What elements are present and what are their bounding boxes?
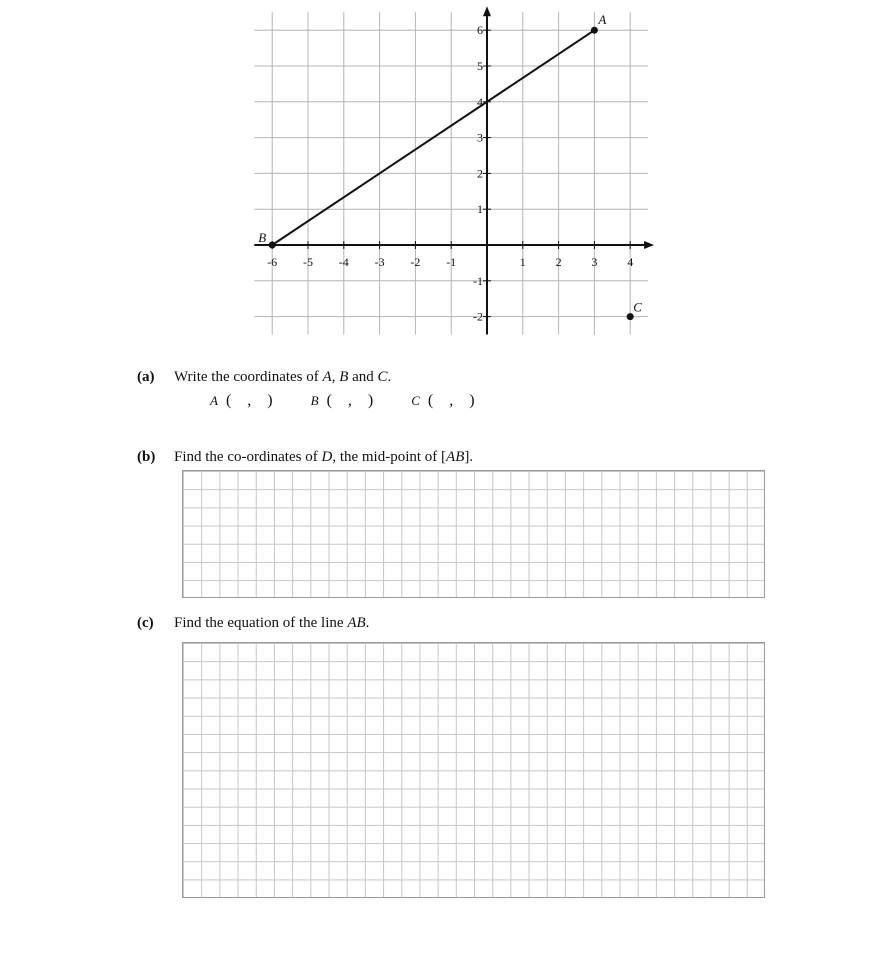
question-c-label: (c) [137, 615, 154, 631]
point-a [591, 27, 598, 34]
y-tick-label: 6 [477, 23, 483, 38]
y-tick-label: 2 [477, 166, 483, 181]
x-tick-label: -5 [303, 255, 313, 269]
answer-a-name: A [210, 393, 218, 408]
point-d-ref: D [321, 449, 333, 465]
question-c-text-part: . [365, 615, 370, 631]
y-tick-label: -2 [473, 309, 483, 324]
question-c-text [174, 614, 369, 632]
x-tick-label: 3 [591, 255, 598, 269]
x-tick-label: 2 [555, 255, 562, 269]
answer-b-name: B [310, 393, 319, 408]
question-a-text-part: Write the coordinates of [174, 369, 323, 385]
coordinate-graph [0, 0, 892, 340]
question-b-text-part: Find the co-ordinates of [174, 449, 322, 465]
answer-comma: , [247, 392, 252, 409]
answer-c-coordinates[interactable] [411, 392, 474, 410]
answer-open-paren: ( [326, 392, 332, 409]
y-tick-label: 1 [477, 202, 483, 217]
answer-close-paren: ) [267, 392, 273, 409]
answer-comma: , [449, 392, 454, 409]
answer-b-coordinates[interactable] [311, 392, 374, 410]
y-tick-label: -1 [473, 273, 483, 288]
x-axis-arrow-icon [644, 241, 654, 249]
question-c-text-part: Find the equation of the line [174, 615, 348, 631]
question-b-text-part: , the mid-point of [ [332, 449, 447, 465]
question-a-label: (a) [137, 369, 155, 385]
point-c-ref: C [377, 369, 388, 385]
x-tick-label: -4 [338, 255, 349, 269]
question-a-text-part: . [387, 369, 392, 385]
answer-grid-b[interactable] [182, 470, 765, 598]
point-b-label: B [258, 230, 267, 245]
point-b [269, 242, 276, 249]
graph-grid [254, 12, 648, 334]
question-a-text-part: , [331, 369, 340, 385]
point-b-ref: B [339, 369, 349, 385]
question-b-text [174, 448, 473, 466]
question-b-label: (b) [137, 449, 156, 465]
y-tick-label: 3 [477, 130, 483, 145]
answer-grid-c[interactable] [182, 642, 765, 898]
y-tick-label: 5 [477, 59, 483, 73]
point-a-label: A [598, 12, 607, 28]
answer-c-name: C [411, 393, 420, 408]
answer-close-paren: ) [367, 392, 374, 409]
point-c-label: C [633, 299, 642, 315]
question-c [137, 614, 369, 632]
coordinate-answer-row [210, 392, 509, 410]
line-ab-ref: AB [347, 615, 366, 631]
question-a-text [174, 368, 391, 386]
x-tick-label: 4 [627, 255, 634, 269]
x-tick-label: -6 [267, 255, 278, 269]
question-a-text-part: and [348, 369, 378, 385]
answer-open-paren: ( [225, 392, 232, 409]
x-tick-label: -2 [410, 255, 421, 269]
segment-ab-ref: AB [446, 449, 465, 465]
question-a [137, 368, 391, 386]
x-tick-label: -1 [446, 255, 457, 269]
question-b-text-part: ]. [464, 449, 474, 465]
answer-open-paren: ( [427, 392, 434, 409]
question-b [137, 448, 473, 466]
y-axis-arrow-icon [483, 6, 491, 16]
graph-points [258, 12, 642, 320]
answer-a-coordinates[interactable] [210, 392, 273, 410]
answer-close-paren: ) [469, 392, 475, 409]
point-a-ref: A [322, 369, 332, 385]
y-tick-label: 4 [477, 94, 483, 109]
x-tick-label: 1 [519, 255, 526, 269]
x-tick-label: -3 [374, 255, 385, 269]
answer-comma: , [347, 392, 352, 409]
